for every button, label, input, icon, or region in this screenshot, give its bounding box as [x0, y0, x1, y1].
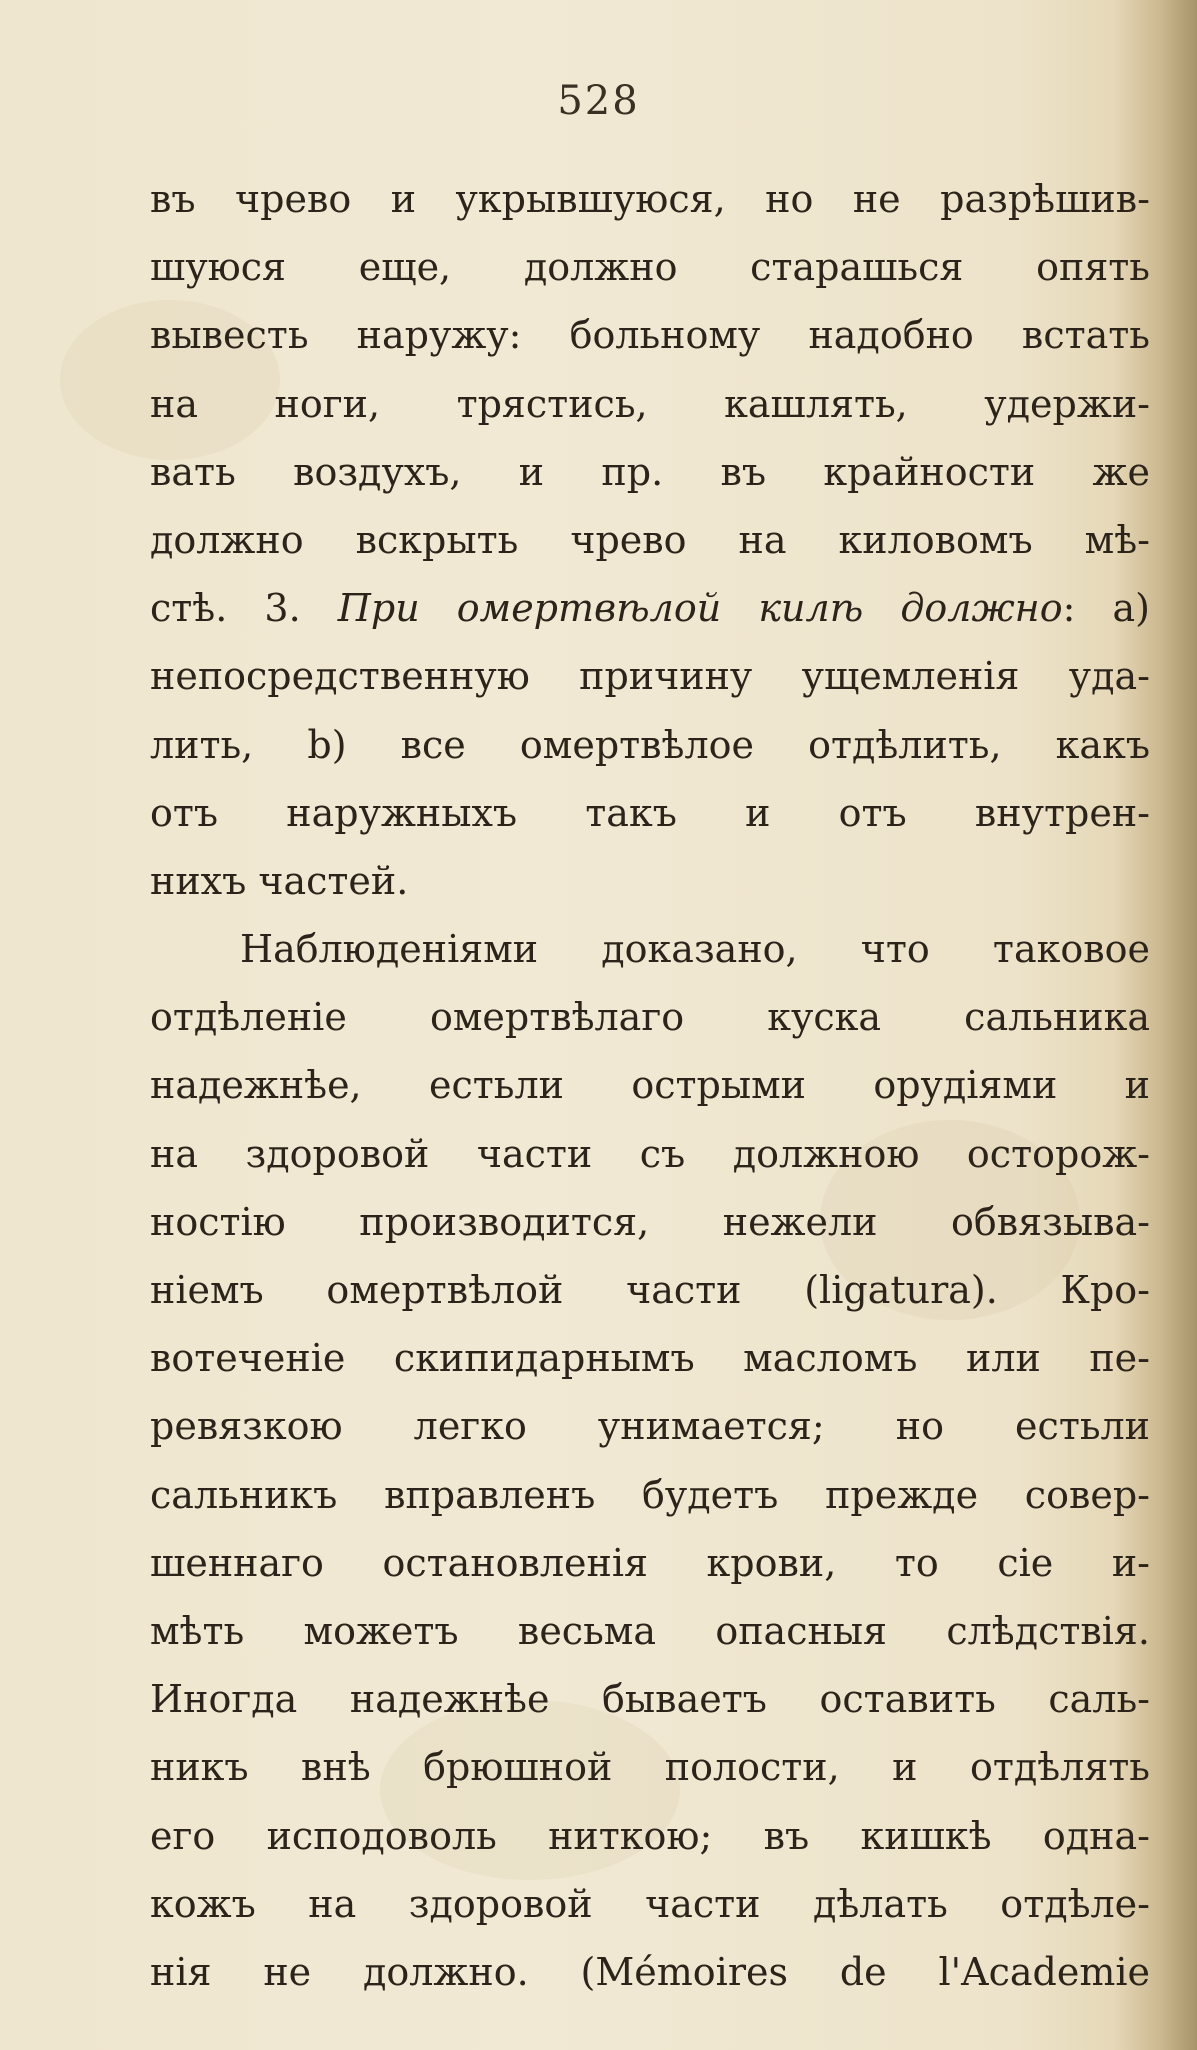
text-line: отъ наружныхъ такъ и отъ внутрен- — [150, 790, 1150, 835]
text-line: вать воздухъ, и пр. въ крайности же — [150, 449, 1150, 494]
text-line: надежнѣе, естьли острыми орудіями и — [150, 1063, 1150, 1108]
text-line: шуюся еще, должно старашься опять — [150, 245, 1150, 290]
italic-text: При омертвѣлой килѣ должно — [337, 586, 1063, 631]
text-line: кожъ на здоровой части дѣлать отдѣле- — [150, 1881, 1150, 1926]
page-number: 528 — [557, 78, 640, 124]
text-line: непосредственную причину ущемленія уда- — [150, 654, 1150, 699]
text-line: должно вскрыть чрево на киловомъ мѣ- — [150, 517, 1150, 562]
text-line: ностію производится, нежели обвязыва- — [150, 1199, 1150, 1244]
text-line: нія не должно. (Mémoires de l'Academie — [150, 1949, 1150, 1994]
text-line: Наблюденіями доказано, что таковое — [240, 927, 1150, 972]
text-line: ревязкою легко унимается; но естьли — [150, 1404, 1150, 1449]
text-segment: стѣ. 3. — [150, 586, 338, 631]
text-line: шеннаго остановленія крови, то сіе и- — [150, 1540, 1150, 1585]
text-line: вотеченіе скипидарнымъ масломъ или пе- — [150, 1336, 1150, 1381]
text-line: на здоровой части съ должною осторож- — [150, 1131, 1150, 1176]
text-line: на ноги, трястись, кашлять, удержи- — [150, 381, 1150, 426]
text-line: отдѣленіе омертвѣлаго куска сальника — [150, 995, 1150, 1040]
text-line: вывесть наружу: больному надобно встать — [150, 313, 1150, 358]
text-line: нихъ частей. — [150, 858, 409, 903]
text-line: въ чрево и укрывшуюся, но не разрѣшив- — [150, 177, 1150, 221]
text-line: никъ внѣ брюшной полости, и отдѣлять — [150, 1745, 1150, 1790]
text-line: ніемъ омертвѣлой части (ligatura). Кро- — [150, 1268, 1150, 1312]
text-segment: : a) — [1062, 586, 1150, 631]
text-line: мѣть можетъ весьма опасныя слѣдствія. — [150, 1608, 1150, 1653]
text-line: его исподоволь ниткою; въ кишкѣ одна- — [150, 1813, 1150, 1858]
text-line: сальникъ вправленъ будетъ прежде совер- — [150, 1472, 1150, 1517]
text-line — [150, 574, 1150, 642]
body-text — [150, 165, 1150, 2006]
text-line: Иногда надежнѣе бываетъ оставить саль- — [150, 1677, 1150, 1722]
text-line: лить, b) все омертвѣлое отдѣлить, какъ — [150, 722, 1150, 767]
